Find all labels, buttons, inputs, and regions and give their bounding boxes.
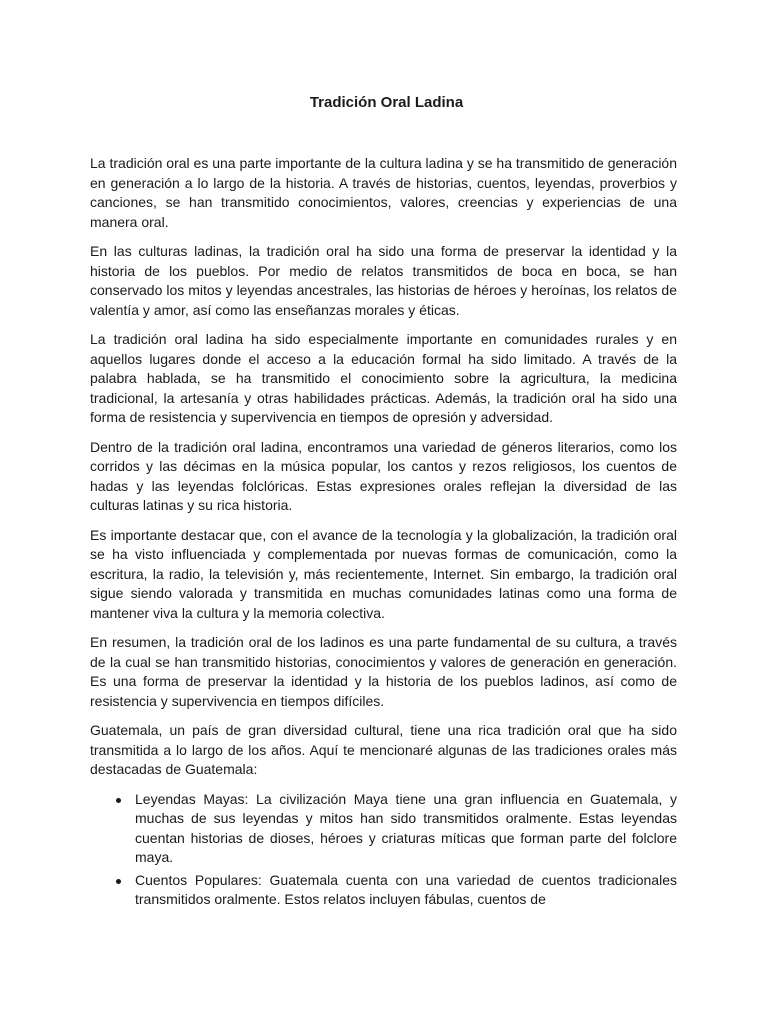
bullet-icon bbox=[116, 798, 121, 803]
paragraph-7: Guatemala, un país de gran diversidad cultural, tiene una rica tradición oral que ha sido transmitida a lo largo de los años. Aquí te mencionaré algunas de las tradiciones orales más destacadas de Guatemala: bbox=[90, 722, 677, 777]
document-body bbox=[90, 154, 677, 910]
bullet-list bbox=[90, 790, 677, 910]
document-title: Tradición Oral Ladina bbox=[309, 94, 464, 111]
paragraph-3: La tradición oral ladina ha sido especialmente importante en comunidades rurales y en aquellos lugares donde el acceso a la educación formal ha sido limitado. A través de la palabra hablada, se ha transmitido el conocimiento sobre la agricultura, la medicina tradicional, la artesanía y otras habilidades prácticas. Además, la tradición oral ha sido una forma de resistencia y supervivencia en tiempos de opresión y adversidad. bbox=[90, 331, 677, 425]
list-item bbox=[135, 790, 677, 868]
document-page bbox=[90, 0, 677, 1024]
list-item bbox=[135, 871, 677, 910]
paragraph-6: En resumen, la tradición oral de los ladinos es una parte fundamental de su cultura, a través de la cual se han transmitido historias, conocimientos y valores de generación en generación. Es una forma de preservar la identidad y la historia de los pueblos ladinos, así como de resistencia y supervivencia en tiempos difíciles. bbox=[90, 634, 677, 709]
bullet-icon bbox=[116, 879, 121, 884]
paragraph-2: En las culturas ladinas, la tradición oral ha sido una forma de preservar la identidad y la historia de los pueblos. Por medio de relatos transmitidos de boca en boca, se han conservado los mitos y leyendas ancestrales, las historias de héroes y heroínas, los relatos de valentía y amor, así como las enseñanzas morales y éticas. bbox=[90, 243, 677, 318]
list-item-text: Cuentos Populares: Guatemala cuenta con una variedad de cuentos tradicionales transmitidos oralmente. Estos relatos incluyen fábulas, cuentos de bbox=[135, 871, 677, 907]
list-item-text: Leyendas Mayas: La civilización Maya tiene una gran influencia en Guatemala, y muchas de sus leyendas y mitos han sido transmitidos oralmente. Estas leyendas cuentan historias de dioses, héroes y criaturas míticas que forman parte del folclore maya. bbox=[135, 790, 677, 865]
paragraph-1: La tradición oral es una parte importante de la cultura ladina y se ha transmitido de generación en generación a lo largo de la historia. A través de historias, cuentos, leyendas, proverbios y canciones, se han transmitido conocimientos, valores, creencias y experiencias de una manera oral. bbox=[90, 155, 677, 230]
paragraph-5: Es importante destacar que, con el avance de la tecnología y la globalización, la tradición oral se ha visto influenciada y complementada por nuevas formas de comunicación, como la escritura, la radio, la televisión y, más recientemente, Internet. Sin embargo, la tradición oral sigue siendo valorada y transmitida en muchas comunidades latinas como una forma de mantener viva la cultura y la memoria colectiva. bbox=[90, 526, 677, 621]
paragraph-4: Dentro de la tradición oral ladina, encontramos una variedad de géneros literarios, como los corridos y las décimas en la música popular, los cantos y rezos religiosos, los cuentos de hadas y las leyendas folclóricas. Estas expresiones orales reflejan la diversidad de las culturas latinas y su rica historia. bbox=[90, 438, 677, 513]
